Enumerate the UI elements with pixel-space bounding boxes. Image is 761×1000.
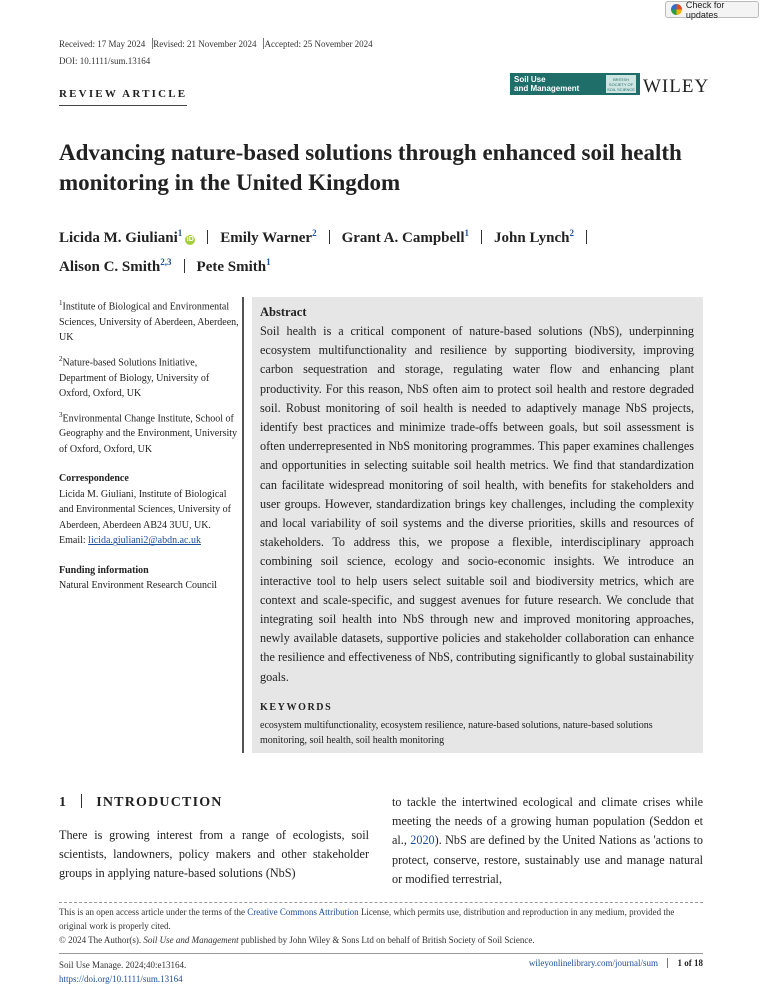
affiliation: $^2$Nature-based Solutions Initiative, Department of Biology, University of Oxford, Oxford, UK: [59, 354, 210, 400]
journal-logo-line1: Soil Use: [514, 75, 546, 84]
revised-date: Revised: 21 November 2024: [153, 39, 257, 49]
body-column-left: There is growing interest from a range of ecologists, soil scientists, landowners, policy makers and other stakeholder groups in applying nature-based solutions (NbS): [59, 828, 369, 881]
citation-text: Soil Use Manage. 2024;40:e13164.: [59, 960, 187, 970]
footer-citation: [59, 958, 186, 986]
author-name[interactable]: Emily Warner: [220, 230, 313, 246]
article-type: REVIEW ARTICLE: [59, 88, 187, 106]
author-name[interactable]: Licida M. Giuliani: [59, 230, 178, 246]
funding-heading: Funding information: [59, 564, 149, 576]
author-name[interactable]: John Lynch: [494, 230, 570, 246]
author-affiliation[interactable]: 1: [177, 228, 183, 238]
footer-divider: [59, 953, 703, 954]
author-affiliation[interactable]: 2: [569, 228, 574, 238]
correspondence-text: Licida M. Giuliani, Institute of Biological and Environmental Sciences, University of Aberdeen, Aberdeen AB24 3UU, UK.: [59, 488, 231, 531]
journal-site-link[interactable]: wileyonlinelibrary.com/journal/sum: [528, 958, 658, 968]
check-for-updates-button[interactable]: [665, 1, 759, 18]
correspondence-heading: Correspondence: [59, 473, 129, 485]
keywords-heading: KEYWORDS: [260, 702, 333, 713]
history-dates: [59, 38, 373, 49]
article-title: Advancing nature-based solutions through enhanced soil health monitoring in the United Kingdom: [59, 140, 682, 195]
affiliation: $^3$Environmental Change Institute, School of Geography and the Environment, University of Oxford, Oxford, UK: [59, 410, 238, 455]
received-date: Received: 17 May 2024: [59, 39, 146, 49]
doi-line: DOI: 10.1111/sum.13164: [59, 56, 151, 66]
doi-link[interactable]: https://doi.org/10.1111/sum.13164: [59, 974, 183, 984]
check-for-updates-label: Check for updates: [685, 0, 725, 20]
author-affiliation[interactable]: 1: [266, 257, 271, 267]
license-note: This is an open access article under the terms of the Creative Commons Attribution License, which permits use, distribution and reproduction in any medium, provided the original work is properly cited. © 2024 The Author(s). Soil Use and Management published by John Wiley & Sons Ltd on behalf of British Society of Soil Science.: [59, 907, 675, 945]
orcid-icon[interactable]: iD: [186, 236, 194, 243]
email-link[interactable]: licida.giuliani2@abdn.ac.uk: [88, 535, 201, 547]
author-affiliation[interactable]: 2,3: [160, 257, 172, 267]
author-affiliation[interactable]: 1: [464, 228, 470, 238]
footer-right: [500, 958, 703, 968]
crossmark-icon: [671, 4, 682, 15]
author-name[interactable]: Alison C. Smith: [59, 259, 161, 275]
section-number: 1: [59, 795, 68, 810]
body-column-right: to tackle the intertwined ecological and climate crises while meeting the needs of a growing human population (Seddon et al., 2020). NbS are defined by the United Nations as 'actions to protect, conserve, restore, sustainably use and manage natural or modified terrestrial,: [392, 795, 704, 886]
footnote-divider: [59, 902, 703, 903]
society-logo-icon: BRITISH SOCIETY OF SOIL SCIENCE: [607, 76, 635, 92]
journal-logo[interactable]: [510, 73, 640, 95]
funding-text: Natural Environment Research Council: [59, 580, 218, 592]
affiliation: $^1$Institute of Biological and Environmental Sciences, University of Aberdeen, Aberdeen, UK: [59, 299, 239, 344]
author-name[interactable]: Grant A. Campbell: [341, 230, 465, 246]
correspondence-email: Email: licida.giuliani2@abdn.ac.uk: [59, 535, 201, 547]
author-affiliation[interactable]: 2: [312, 228, 317, 238]
citation-link[interactable]: 2020: [410, 833, 435, 848]
section-heading: [59, 794, 223, 811]
license-link[interactable]: Creative Commons Attribution: [247, 907, 359, 917]
publisher-logo[interactable]: WILEY: [643, 76, 710, 97]
accepted-date: Accepted: 25 November 2024: [264, 39, 373, 49]
abstract-text: Soil health is a critical component of nature-based solutions (NbS), underpinning ecosystem multifunctionality and resilience by supporting biodiversity, improving carbon sequestration and storage, regulating water flow and enhancing plant productivity. For this reason, NbS often aim to protect soil health and restore degraded soil. Robust monitoring of soil health is needed to adaptively manage NbS projects, identify best practices and minimize trade-offs between goals, but soil assessment is often underrepresented in NbS monitoring programmes. This paper examines challenges and opportunities in selecting suitable soil health metrics. We find that standardization can facilitate widespread monitoring of soil health, with benefits for stakeholders and user groups. However, standardization brings key challenges, including the complexity and local variability of soil systems and the diverse priorities, skills and resources of stakeholders. To address this, we propose a flexible, interdisciplinary approach combining soil science, ecology and socio-economic insights. We introduce an interactive tool to help users select suitable soil and biodiversity metrics, which are context and scale-specific, and suggest avenues for future research. We conclude that integrating soil health into NbS through new and improved monitoring approaches, newly available datasets, supportive policies and stakeholder collaboration can enhance the resilience and effectiveness of NbS, contributing significantly to global sustainability goals.: [260, 324, 694, 684]
journal-logo-line2: and Management: [514, 84, 580, 93]
section-title: INTRODUCTION: [96, 795, 223, 810]
abstract-heading: Abstract: [260, 305, 307, 319]
abstract-divider: [242, 297, 244, 753]
page-number: 1 of 18: [677, 958, 703, 968]
author-name[interactable]: Pete Smith: [196, 259, 267, 275]
sidebar-info: [59, 296, 239, 594]
keywords-list: ecosystem multifunctionality, ecosystem resilience, nature-based solutions, nature-based solutions monitoring, soil health, soil health monitoring: [260, 720, 653, 746]
author-list: [59, 221, 719, 279]
